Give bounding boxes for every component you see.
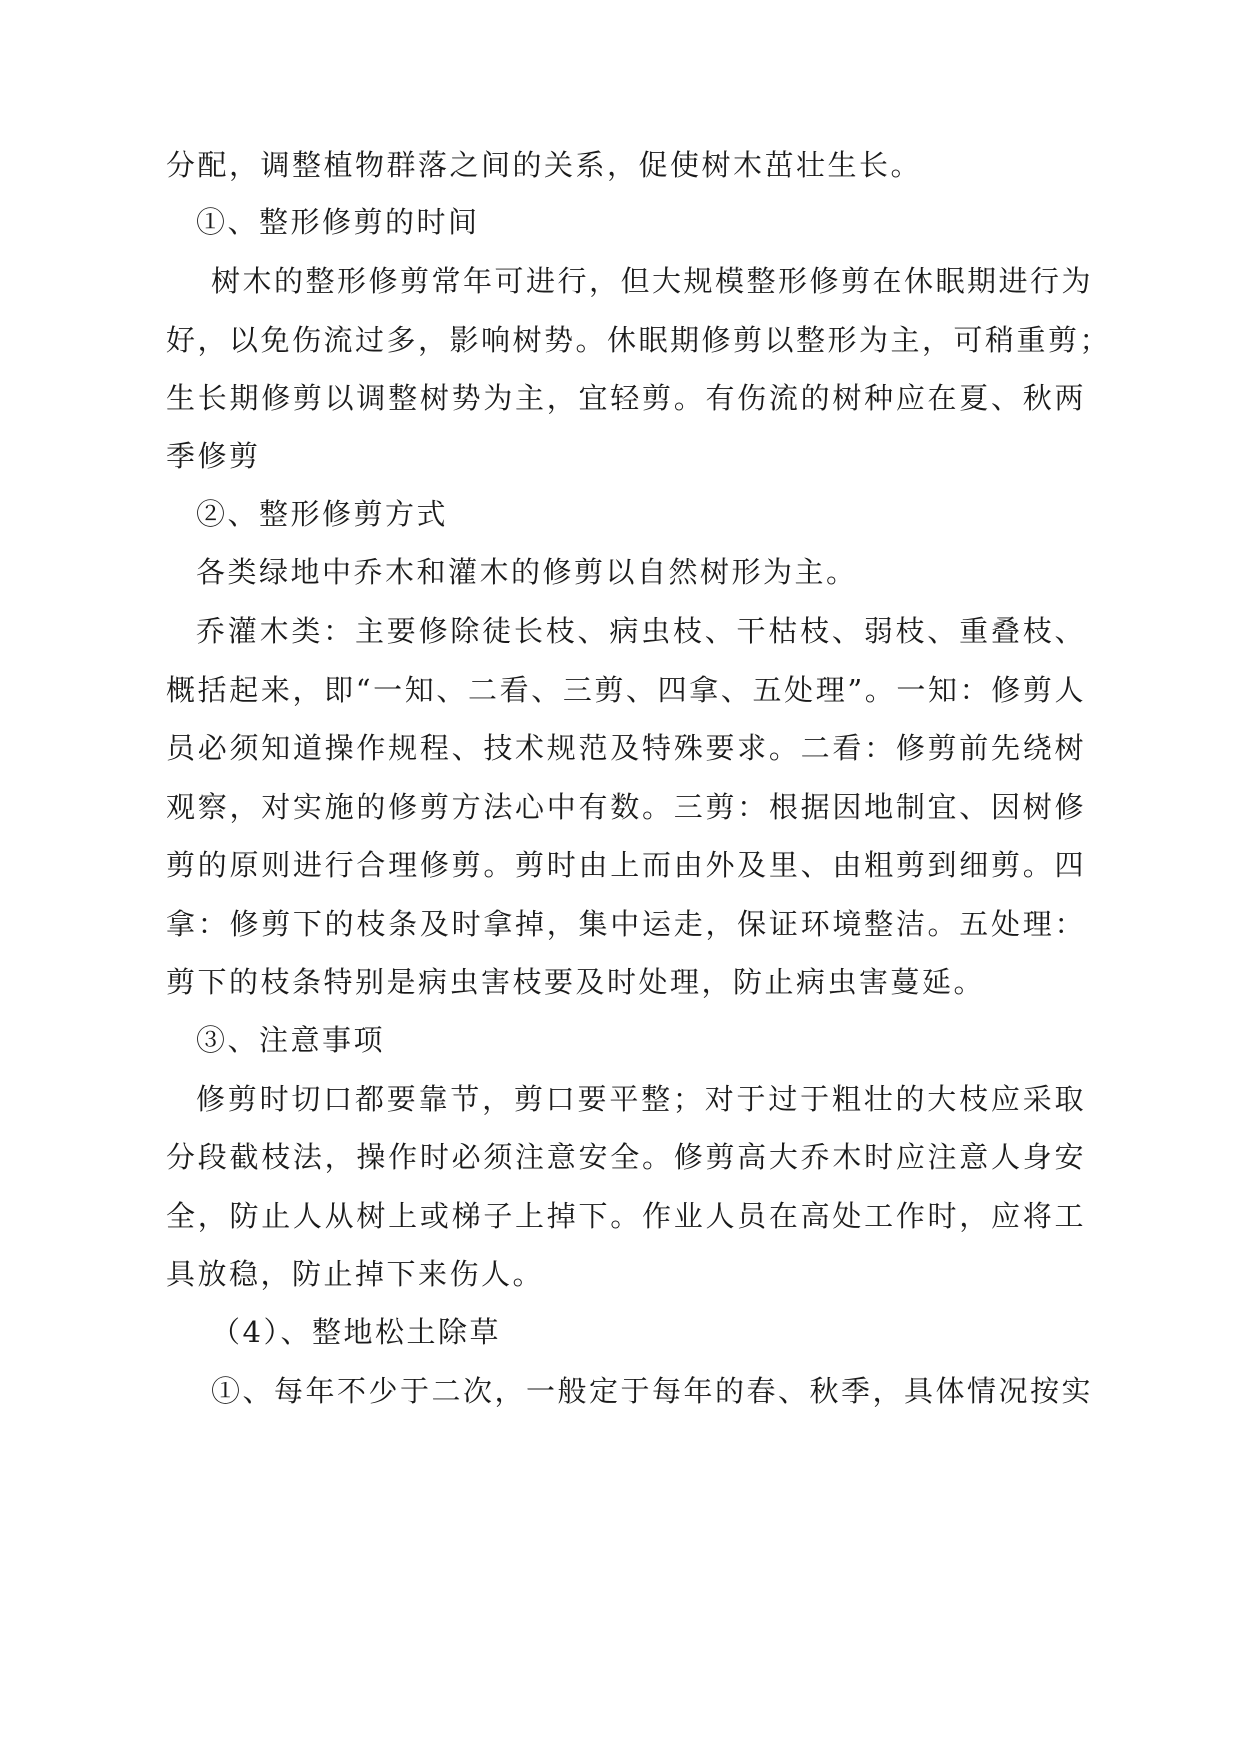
paragraph-line-20: 具放稳，防止掉下来伤人。: [166, 1257, 545, 1291]
heading-notes: ③、注意事项: [196, 1023, 386, 1057]
paragraph-line-8: 各类绿地中乔木和灌木的修剪以自然树形为主。: [196, 555, 858, 589]
paragraph-line-1: 分配，调整植物群落之间的关系，促使树木茁壮生长。: [166, 148, 923, 182]
paragraph-line-18: 分段截枝法，操作时必须注意安全。修剪高大乔木时应注意人身安: [166, 1140, 1086, 1174]
paragraph-line-17: 修剪时切口都要靠节，剪口要平整；对于过于粗壮的大枝应采取: [196, 1082, 1086, 1116]
paragraph-line-6: 季修剪: [166, 439, 261, 473]
heading-pruning-time: ①、整形修剪的时间: [196, 205, 480, 239]
paragraph-line-13: 剪的原则进行合理修剪。剪时由上而由外及里、由粗剪到细剪。四: [166, 848, 1086, 882]
paragraph-line-10: 概括起来，即“一知、二看、三剪、四拿、五处理”。一知：修剪人: [166, 673, 1086, 707]
paragraph-line-12: 观察，对实施的修剪方法心中有数。三剪：根据因地制宜、因树修: [166, 790, 1086, 824]
paragraph-line-11: 员必须知道操作规程、技术规范及特殊要求。二看：修剪前先绕树: [166, 731, 1086, 765]
paragraph-line-19: 全，防止人从树上或梯子上掉下。作业人员在高处工作时，应将工: [166, 1199, 1086, 1233]
heading-soil-weeding: （4）、整地松土除草: [211, 1315, 501, 1349]
paragraph-line-22: ①、每年不少于二次，一般定于每年的春、秋季，具体情况按实: [211, 1374, 1094, 1408]
paragraph-line-3: 树木的整形修剪常年可进行，但大规模整形修剪在休眠期进行为: [211, 264, 1094, 298]
paragraph-line-14: 拿：修剪下的枝条及时拿掉，集中运走，保证环境整洁。五处理：: [166, 907, 1086, 941]
paragraph-line-9: 乔灌木类：主要修除徒长枝、病虫枝、干枯枝、弱枝、重叠枝、: [196, 614, 1086, 648]
heading-pruning-method: ②、整形修剪方式: [196, 497, 449, 531]
paragraph-line-15: 剪下的枝条特别是病虫害枝要及时处理，防止病虫害蔓延。: [166, 965, 986, 999]
paragraph-line-4: 好，以免伤流过多，影响树势。休眠期修剪以整形为主，可稍重剪；: [166, 323, 1112, 357]
paragraph-line-5: 生长期修剪以调整树势为主，宜轻剪。有伤流的树种应在夏、秋两: [166, 381, 1086, 415]
